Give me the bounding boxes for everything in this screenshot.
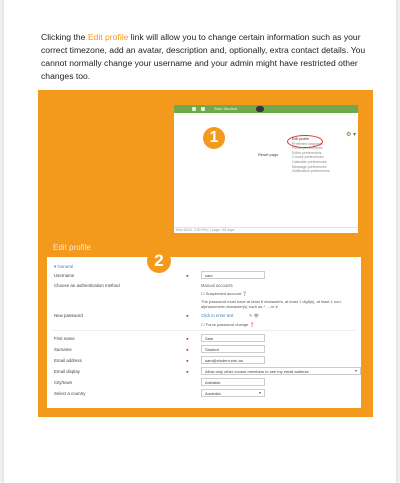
city-field[interactable]: Adelaide — [201, 378, 265, 386]
suspended-checkbox[interactable]: ☐ Suspended account ❓ — [201, 291, 248, 296]
country-value: Australia — [205, 391, 221, 396]
new-password-input[interactable]: Click to enter text — [201, 313, 234, 318]
first-name-field[interactable]: Sam — [201, 334, 265, 342]
divider — [52, 330, 356, 331]
edit-profile-header — [47, 237, 361, 257]
required-icon: ● — [186, 347, 189, 352]
step-badge-2: 2 — [147, 249, 171, 273]
email-display-select[interactable] — [201, 367, 361, 375]
menu-item-language[interactable]: Preferred language — [292, 141, 323, 146]
notification-icon — [192, 107, 196, 111]
user-menu-screenshot — [174, 105, 358, 233]
screenshot-footer — [174, 227, 358, 233]
edit-profile-screenshot — [47, 237, 361, 408]
screenshot-panel — [38, 90, 373, 417]
chevron-down-icon: ▾ — [258, 390, 261, 395]
email-label: Email address — [54, 358, 82, 363]
message-icon — [201, 107, 205, 111]
country-select[interactable] — [201, 389, 265, 397]
menu-item-forum[interactable]: Forum preferences — [292, 146, 323, 151]
city-row — [54, 380, 354, 388]
edit-password-icon[interactable]: ✎ 👁 — [249, 313, 259, 318]
footer-text: Mon 18:00, 2:00 PM | 1 page / 48 days — [176, 228, 235, 232]
required-icon: ● — [186, 358, 189, 363]
intro-text-start: Clicking the — [41, 32, 88, 42]
email-display-value: Allow only other course members to see my email address — [205, 369, 309, 374]
menu-item-editor[interactable]: Editor preferences — [292, 150, 322, 155]
edit-profile-title: Edit profile — [53, 243, 91, 252]
intro-text-end: link will allow you to change certain information such as your correct timezone, add an avatar, description and, optionally, extra contact details. You cannot normally change your username and your admin might have restricted other changes too. — [41, 32, 366, 81]
top-navigation-bar — [174, 105, 358, 113]
username-label: Username — [54, 273, 75, 278]
step-badge-1: 1 — [203, 127, 225, 149]
intro-paragraph — [41, 31, 371, 83]
email-field[interactable]: sam@student.edu.au — [201, 356, 265, 364]
required-icon: ● — [186, 313, 189, 318]
menu-item-notification[interactable]: Notification preferences — [292, 169, 330, 174]
surname-field[interactable]: Student — [201, 345, 265, 353]
general-section-toggle[interactable]: ▾ General — [54, 264, 74, 269]
topbar-user-name: Sam Student — [214, 106, 238, 111]
required-icon: ● — [186, 336, 189, 341]
username-field[interactable]: sam — [201, 271, 265, 279]
auth-method-row — [54, 283, 354, 291]
country-label: Select a country — [54, 391, 86, 396]
document-page — [4, 0, 396, 483]
first-name-label: First name — [54, 336, 75, 341]
surname-row — [54, 347, 354, 355]
avatar[interactable] — [256, 106, 264, 112]
new-password-label: New password — [54, 313, 83, 318]
required-icon: ● — [186, 273, 189, 278]
city-label: City/town — [54, 380, 73, 385]
gear-icon[interactable]: ⚙ ▾ — [346, 132, 357, 138]
reset-page-button[interactable]: Reset page — [258, 152, 279, 157]
menu-item-calendar[interactable]: Calendar preferences — [292, 159, 327, 164]
force-password-checkbox[interactable]: ☐ Force password change ❓ — [201, 322, 255, 327]
highlight-circle — [287, 135, 323, 148]
menu-item-edit-profile[interactable]: Edit profile — [292, 137, 309, 141]
country-row — [54, 391, 354, 399]
surname-label: Surname — [54, 347, 72, 352]
auth-method-label: Choose an authentication method — [54, 283, 120, 288]
edit-profile-link[interactable]: Edit profile — [87, 32, 129, 42]
required-icon: ● — [186, 369, 189, 374]
menu-item-message[interactable]: Message preferences — [292, 164, 327, 169]
password-policy-note: The password must have at least 8 characters, at least 1 digit(s), at least 1 non-alphanumeric character(s) such as *, -, or # — [201, 299, 342, 309]
first-name-row — [54, 336, 354, 344]
menu-item-course[interactable]: Course preferences — [292, 155, 324, 160]
email-display-label: Email display — [54, 369, 80, 374]
email-display-row — [54, 368, 357, 377]
username-row — [54, 273, 354, 281]
email-row — [54, 358, 354, 366]
auth-method-select[interactable]: Manual accounts — [201, 283, 233, 288]
new-password-row — [54, 313, 354, 321]
chevron-down-icon: ▾ — [354, 368, 357, 373]
